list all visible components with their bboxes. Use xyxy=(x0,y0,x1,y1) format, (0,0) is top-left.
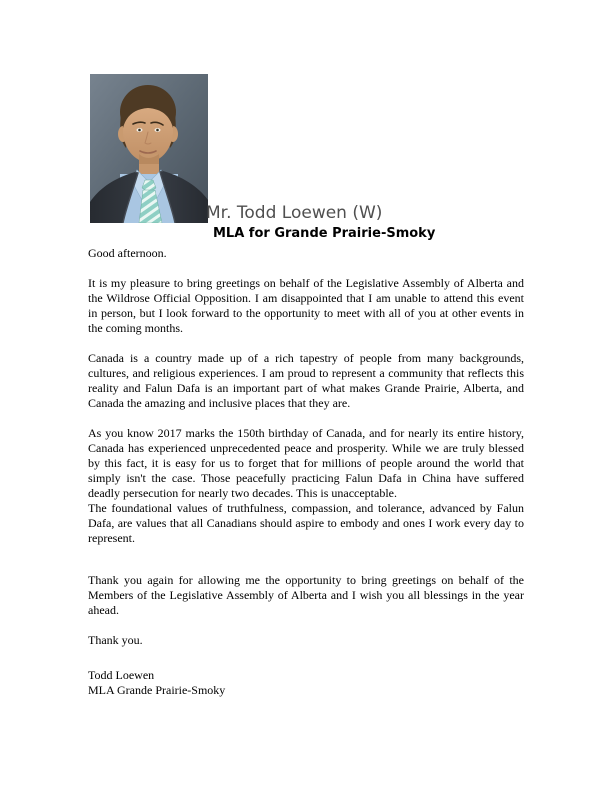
paragraph-greetings: It is my pleasure to bring greetings on behalf of the Legislative Assembly of Alberta and the Wildrose Official Opposition. I am disappointed that I am unable to attend this event in person, but I look forward to the opportunity to meet with all of you at other events in the coming months. xyxy=(88,276,524,335)
signature-name: Todd Loewen xyxy=(88,668,155,682)
portrait-photo-illustration xyxy=(90,74,208,223)
paragraph-foundational-values: The foundational values of truthfulness, compassion, and tolerance, advanced by Falun Dafa, are values that all Canadians should aspire to embody and ones I work every day to represent. xyxy=(88,501,524,545)
signature-block xyxy=(88,668,524,698)
salutation: Good afternoon. xyxy=(88,246,167,260)
mla-title: MLA for Grande Prairie-Smoky xyxy=(213,226,436,241)
paragraph-canada-150: As you know 2017 marks the 150th birthday of Canada, and for nearly its entire history, Canada has experienced unprecedented peace and prosperity. While we are truly blessed by this fact, it is easy for us to forget that for millions of people around the world that simply isn't the case. Those peacefully practicing Falun Dafa in China have suffered deadly persecution for nearly two decades. This is unacceptable. xyxy=(88,426,524,500)
letter-body xyxy=(88,246,524,698)
mla-name: Mr. Todd Loewen (W) xyxy=(206,203,383,223)
signature-title: MLA Grande Prairie-Smoky xyxy=(88,683,226,697)
paragraph-thank-you-again: Thank you again for allowing me the opportunity to bring greetings on behalf of the Members of the Legislative Assembly of Alberta and I wish you all blessings in the year ahead. xyxy=(88,573,524,617)
paragraph-canada-tapestry: Canada is a country made up of a rich tapestry of people from many backgrounds, cultures, and religious experiences. I am proud to represent a community that reflects this reality and Falun Dafa is an important part of what makes Grande Prairie, Alberta, and Canada the amazing and inclusive places that they are. xyxy=(88,351,524,410)
closing-line: Thank you. xyxy=(88,633,143,647)
portrait-photo xyxy=(90,74,208,223)
